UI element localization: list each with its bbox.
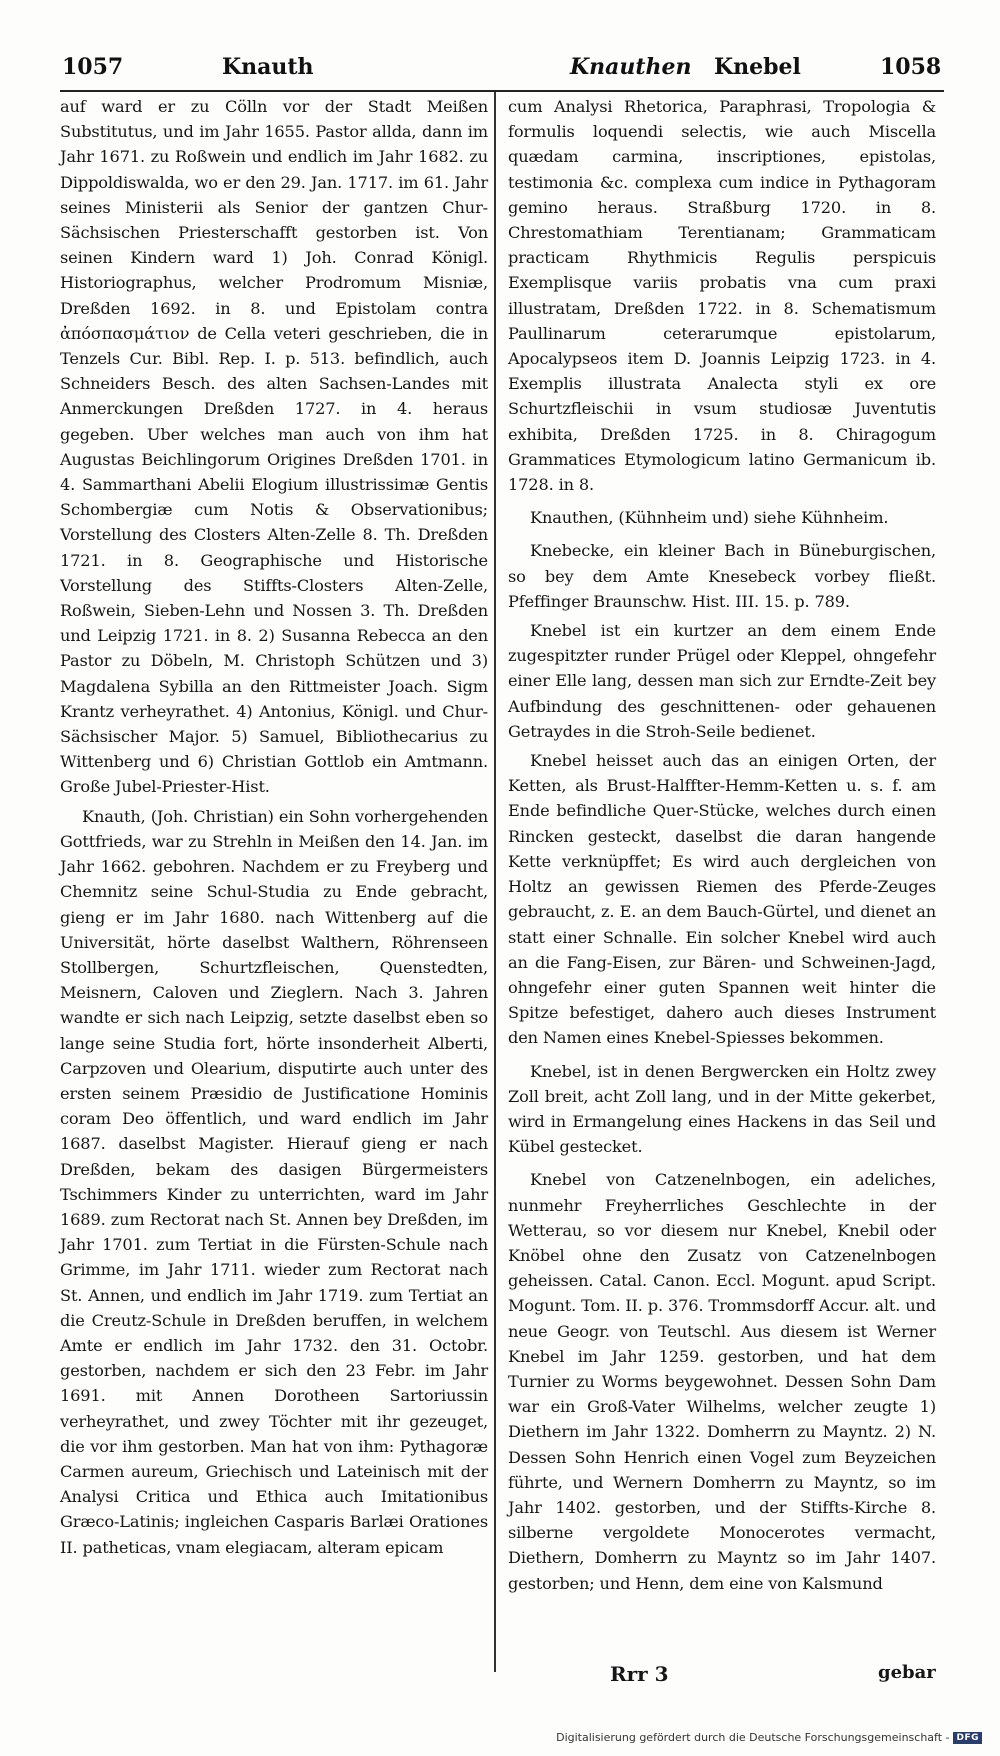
paragraph-knebel-von-catzenelnbogen: Knebel von Catzenelnbogen, ein adeliches, nunmehr Freyherrliches Geschlechte in der Wetterau, so vor diesem nur Knebel, Knebil oder Knöbel ohne den Zusatz von Catzenelnbogen geheissen. Catal. Canon. Eccl. Mogunt. apud Script. Mogunt. Tom. II. p. 376. Trommsdorff Accur. alt. und neue Geogr. von Teutschl. Aus diesem ist Werner Knebel im Jahr 1259. gestorben, und hat dem Turnier zu Worms beygewohnet. Dessen Sohn Dam war ein Groß-Vater Wilhelms, welcher zeugte 1) Diethern im Jahr 1322. Domherrn zu Mayntz. 2) N. Dessen Sohn Henrich einen Vogel zum Beyzeichen führte, und Wernern Domherrn zu Mayntz, so im Jahr 1402. gestorben, und der Stiffts-Kirche 8. silberne vergoldete Monocerotes vermacht, Diethern, Domherrn zu Mayntz so im Jahr 1407. gestorben; und Henn, dem eine von Kalsmund — [508, 1170, 936, 1593]
paragraph-knauth-continued: auf ward er zu Cölln vor der Stadt Meißen Substitutus, und im Jahr 1655. Pastor allda, dann im Jahr 1671. zu Roßwein und endlich im Jahr 1682. zu Dippoldiswalda, wo er den 29. Jan. 1717. im 61. Jahr seines Ministerii als Senior der gantzen Chur-Sächsischen Priesterschafft gestorben ist. Von seinen Kindern ward 1) Joh. Conrad Königl. Historiographus, welcher Prodromum Misniæ, Dreßden 1692. in 8. und Epistolam contra ἀπόσπασμάτιον de Cella veteri geschrieben, die in Tenzels Cur. Bibl. Rep. I. p. 513. befindlich, auch Schneiders Besch. des alten Sachsen-Landes mit Anmerckungen Dreßden 1727. in 4. heraus gegeben. Uber welches man auch von ihm hat Augustas Beichlingorum Origines Dreßden 1701. in 4. Sammarthani Abelii Elogium illustrissimæ Gentis Schombergiæ cum Notis & Observationibus; Vorstellung des Closters Alten-Zelle 8. Th. Dreßden 1721. in 8. Geographische und Historische Vorstellung des Stiffts-Closters Alten-Zelle, Roßwein, Sieben-Lehn und Nossen 3. Th. Dreßden und Leipzig 1721. in 8. 2) Susanna Rebecca an den Pastor zu Döbeln, M. Christoph Schützen und 3) Magdalena Sybilla an den Rittmeister Joach. Sigm Krantz verheyrathet. 4) Antonius, Königl. und Chur-Sächsischer Major. 5) Samuel, Bibliothecarius zu Wittenberg und 6) Christian Gottlob ein Amtmann. Große Jubel-Priester-Hist. — [60, 97, 488, 797]
digitization-footer — [556, 1731, 982, 1744]
left-header-catchword: Knauth — [222, 54, 314, 80]
footer-credit: Digitalisierung gefördert durch die Deutsche Forschungsgemeinschaft - — [556, 1731, 950, 1744]
header-rule — [60, 90, 944, 92]
column-divider — [494, 92, 496, 1672]
paragraph-knebel-tool: Knebel ist ein kurtzer an dem einem Ende zugespitzter runder Prügel oder Kleppel, ohngefehr einer Elle lang, dessen man sich zur Erndte-Zeit bey Aufbindung des geschnittenen- oder gehauenen Getraydes in die Stroh-Seile bedienet. — [508, 621, 936, 741]
paragraph-knauthen: Knauthen, (Kühnheim und) siehe Kühnheim. — [530, 508, 889, 528]
right-column — [508, 94, 936, 1596]
right-header-catchword-2: Knebel — [714, 54, 801, 80]
right-header-catchword-1: Knauthen — [570, 54, 692, 80]
paragraph-knebecke: Knebecke, ein kleiner Bach in Büneburgischen, so bey dem Amte Knesebeck vorbey fließt. Pfeffinger Braunschw. Hist. III. 15. p. 789. — [508, 541, 936, 611]
signature-mark: Rrr 3 — [610, 1662, 669, 1686]
paragraph-knauth-johann-christian: Knauth, (Joh. Christian) ein Sohn vorhergehenden Gottfrieds, war zu Strehln in Meißen den 14. Jan. im Jahr 1662. gebohren. Nachdem er zu Freyberg und Chemnitz seine Schul-Studia zu Ende gebracht, gieng er im Jahr 1680. nach Wittenberg auf die Universität, hörte daselbst Walthern, Röhrenseen Stollbergen, Schurtzfleischen, Quenstedten, Meisnern, Caloven und Zieglern. Nach 3. Jahren wandte er sich nach Leipzig, setzte daselbst eben so lange seine Studia fort, hörte insonderheit Alberti, Carpzoven und Olearium, disputirte auch unter des ersten seinem Præsidio de Justificatione Hominis coram Deo öffentlich, und ward endlich im Jahr 1687. daselbst Magister. Hierauf gieng er nach Dreßden, bekam des dasigen Bürgermeisters Tschimmers Kinder zu unterrichten, ward im Jahr 1689. zum Rectorat nach St. Annen bey Dreßden, im Jahr 1701. zum Tertiat in die Fürsten-Schule nach Grimme, im Jahr 1711. wieder zum Rectorat nach St. Annen, und endlich im Jahr 1719. zum Tertiat an die Creutz-Schule in Dreßden beruffen, in welchem Amte er endlich im Jahr 1732. den 31. Octobr. gestorben, nachdem er sich den 23 Febr. im Jahr 1691. mit Annen Dorotheen Sartoriussin verheyrathet, und zwey Töchter mit ihr gezeuget, die vor ihm gestorben. Man hat von ihm: Pythagoræ Carmen aureum, Griechisch und Lateinisch mit der Analysi Critica und Ethica auch Imitationibus Græco-Latinis; ingleichen Casparis Barlæi Orationes II. patheticas, vnam elegiacam, alteram epicam — [60, 806, 488, 1557]
paragraph-knauth-works-continued: cum Analysi Rhetorica, Paraphrasi, Tropologia & formulis loquendi selectis, wie auch Miscella quædam carmina, inscriptiones, epistolas, testimonia &c. complexa cum indice in Pythagoram gemino heraus. Straßburg 1720. in 8. Chrestomathiam Terentianam; Grammaticam practicam Rhythmicis Regulis perspicuis Exemplisque variis probatis vna cum praxi illustratam, Dreßden 1722. in 8. Schematismum Paullinarum ceterarumque epistolarum, Apocalypseos item D. Joannis Leipzig 1723. in 4. Exemplis illustrata Analecta styli ex ore Schurtzfleischii in vsum studiosæ Juventutis exhibita, Dreßden 1725. in 8. Chiragogum Grammatices Etymologicum latino Germanicum ib. 1728. in 8. — [508, 97, 936, 495]
dfg-logo: DFG — [953, 1732, 982, 1744]
paragraph-knebel-mining: Knebel, ist in denen Bergwercken ein Holtz zwey Zoll breit, acht Zoll lang, und in der Mitte gekerbet, wird in Ermangelung eines Hackens in das Seil und Kübel gestecket. — [508, 1061, 936, 1157]
paragraph-knebel-chain: Knebel heisset auch das an einigen Orten, der Ketten, als Brust-Halffter-Hemm-Ketten u. s. f. am Ende befindliche Quer-Stücke, welches durch einen Rincken gesteckt, daselbst die daran hangende Kette verknüpffet; Es wird auch dergleichen von Holtz an gewissen Riemen des Pferde-Zeuges gebraucht, z. E. an dem Bauch-Gürtel, und dienet an statt einer Schnalle. Ein solcher Knebel wird auch an die Fang-Eisen, zur Bären- und Schweinen-Jagd, ohngefehr einer guten Spannen weit hinter die Spitze befestiget, dahero auch dieses Instrument den Namen eines Knebel-Spiesses bekommen. — [508, 751, 936, 1048]
left-column — [60, 94, 488, 1560]
left-page-number: 1057 — [62, 54, 124, 80]
right-page-number: 1058 — [880, 54, 942, 80]
bottom-catchword: gebar — [878, 1662, 936, 1683]
